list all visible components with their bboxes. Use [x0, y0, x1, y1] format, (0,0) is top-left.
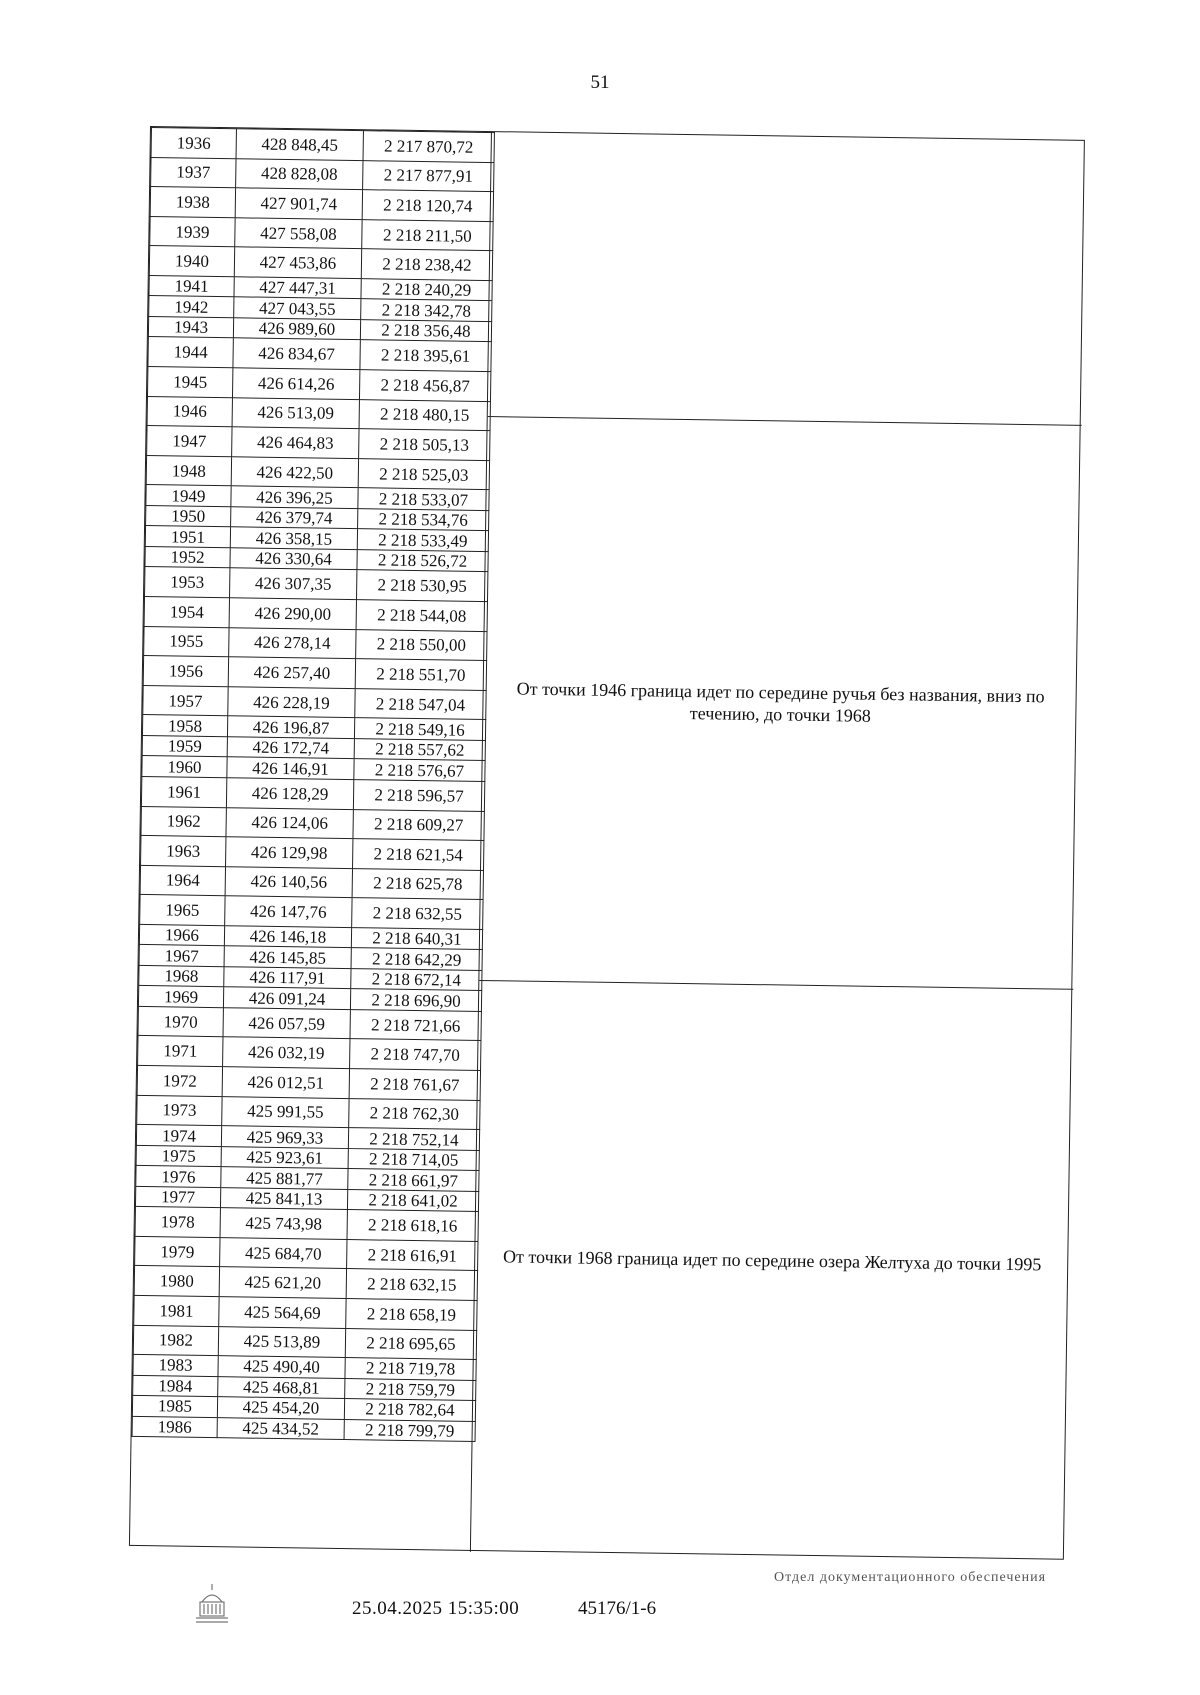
footer-datetime: 25.04.2025 15:35:00 [352, 1598, 520, 1619]
y-coordinate-cell: 2 218 721,66 [350, 1009, 481, 1041]
point-number-cell: 1960 [142, 756, 227, 778]
point-number-cell: 1979 [135, 1236, 220, 1267]
y-coordinate-cell: 2 218 547,04 [355, 688, 486, 720]
point-number-cell: 1961 [141, 776, 226, 807]
x-coordinate-cell: 426 614,26 [232, 368, 359, 399]
point-number-cell: 1976 [136, 1166, 221, 1188]
x-coordinate-cell: 426 513,09 [232, 397, 359, 428]
y-coordinate-cell: 2 218 799,79 [344, 1419, 475, 1441]
point-number-cell: 1967 [139, 945, 224, 967]
x-coordinate-cell: 426 228,19 [228, 687, 355, 718]
point-number-cell: 1986 [132, 1416, 217, 1438]
y-coordinate-cell: 2 218 456,87 [359, 370, 490, 402]
x-coordinate-cell: 425 468,81 [218, 1376, 345, 1398]
y-coordinate-cell: 2 218 530,95 [356, 570, 487, 602]
point-number-cell: 1985 [132, 1396, 217, 1418]
y-coordinate-cell: 2 218 625,78 [352, 868, 483, 900]
point-number-cell: 1965 [140, 895, 225, 926]
point-number-cell: 1958 [142, 715, 227, 737]
table-row [132, 1416, 475, 1442]
point-number-cell: 1977 [135, 1186, 220, 1208]
y-coordinate-cell: 2 218 549,16 [354, 718, 485, 740]
y-coordinate-cell: 2 218 240,29 [361, 279, 492, 301]
y-coordinate-cell: 2 218 640,31 [351, 927, 482, 949]
y-coordinate-cell: 2 218 534,76 [358, 509, 489, 531]
y-coordinate-cell: 2 218 618,16 [347, 1210, 478, 1242]
point-number-cell: 1943 [148, 316, 233, 338]
x-coordinate-cell: 425 969,33 [221, 1126, 348, 1148]
point-number-cell: 1948 [146, 455, 231, 486]
x-coordinate-cell: 425 490,40 [218, 1356, 345, 1378]
y-coordinate-cell: 2 218 658,19 [346, 1299, 477, 1331]
x-coordinate-cell: 426 358,15 [230, 527, 357, 549]
point-number-cell: 1947 [147, 426, 232, 457]
x-coordinate-cell: 426 145,85 [224, 946, 351, 968]
point-number-cell: 1942 [149, 296, 234, 318]
y-coordinate-cell: 2 218 761,67 [349, 1069, 480, 1101]
description-text-2: От точки 1946 граница идет по середине ручья без названия, вниз по течению, до точки 1968 [516, 678, 1045, 727]
y-coordinate-cell: 2 218 719,78 [345, 1358, 476, 1380]
x-coordinate-cell: 425 991,55 [222, 1096, 349, 1127]
point-number-cell: 1978 [135, 1207, 220, 1238]
x-coordinate-cell: 426 307,35 [230, 568, 357, 599]
y-coordinate-cell: 2 218 238,42 [361, 249, 492, 281]
y-coordinate-cell: 2 218 641,02 [347, 1189, 478, 1211]
y-coordinate-cell: 2 218 642,29 [351, 948, 482, 970]
x-coordinate-cell: 426 396,25 [231, 486, 358, 508]
point-number-cell: 1975 [136, 1145, 221, 1167]
point-number-cell: 1981 [134, 1295, 219, 1326]
page-number: 51 [590, 72, 610, 93]
y-coordinate-cell: 2 218 714,05 [348, 1148, 479, 1170]
y-coordinate-cell: 2 218 752,14 [348, 1128, 479, 1150]
x-coordinate-cell: 428 828,08 [236, 158, 363, 189]
emblem-icon [192, 1580, 232, 1628]
x-coordinate-cell: 426 146,18 [224, 926, 351, 948]
x-coordinate-cell: 426 140,56 [225, 866, 352, 897]
point-number-cell: 1973 [137, 1095, 222, 1126]
x-coordinate-cell: 425 923,61 [221, 1146, 348, 1168]
point-number-cell: 1982 [133, 1325, 218, 1356]
y-coordinate-cell: 2 218 695,65 [345, 1328, 476, 1360]
point-number-cell: 1945 [147, 367, 232, 398]
x-coordinate-cell: 426 290,00 [229, 598, 356, 629]
x-coordinate-cell: 427 901,74 [235, 188, 362, 219]
x-coordinate-cell: 425 434,52 [217, 1417, 344, 1439]
x-coordinate-cell: 425 743,98 [220, 1208, 347, 1239]
y-coordinate-cell: 2 218 526,72 [357, 550, 488, 572]
x-coordinate-cell: 427 043,55 [234, 297, 361, 319]
point-number-cell: 1968 [139, 965, 224, 987]
y-coordinate-cell: 2 218 525,03 [358, 458, 489, 490]
y-coordinate-cell: 2 217 877,91 [363, 160, 494, 192]
description-text-3: От точки 1968 граница идет по середине озера Желтуха до точки 1995 [502, 1246, 1042, 1275]
point-number-cell: 1951 [145, 526, 230, 548]
point-number-cell: 1983 [133, 1355, 218, 1377]
y-coordinate-cell: 2 218 576,67 [354, 759, 485, 781]
point-number-cell: 1939 [150, 216, 235, 247]
y-coordinate-cell: 2 218 550,00 [356, 629, 487, 661]
point-number-cell: 1971 [138, 1036, 223, 1067]
y-coordinate-cell: 2 218 480,15 [359, 399, 490, 431]
y-coordinate-cell: 2 218 621,54 [353, 839, 484, 871]
point-number-cell: 1955 [144, 626, 229, 657]
x-coordinate-cell: 426 278,14 [229, 627, 356, 658]
department-stamp: Отдел документационного обеспечения [773, 1570, 1047, 1585]
y-coordinate-cell: 2 218 632,55 [352, 898, 483, 930]
x-coordinate-cell: 426 117,91 [224, 967, 351, 989]
x-coordinate-cell: 426 464,83 [232, 427, 359, 458]
x-coordinate-cell: 426 124,06 [226, 807, 353, 838]
x-coordinate-cell: 426 129,98 [226, 837, 353, 868]
x-coordinate-cell: 426 379,74 [231, 507, 358, 529]
y-coordinate-cell: 2 218 616,91 [347, 1239, 478, 1271]
y-coordinate-cell: 2 218 672,14 [351, 968, 482, 990]
y-coordinate-cell: 2 218 505,13 [359, 429, 490, 461]
point-number-cell: 1953 [145, 567, 230, 598]
point-number-cell: 1963 [141, 836, 226, 867]
x-coordinate-cell: 426 172,74 [227, 737, 354, 759]
x-coordinate-cell: 425 841,13 [220, 1187, 347, 1209]
y-coordinate-cell: 2 218 551,70 [355, 659, 486, 691]
point-number-cell: 1949 [146, 485, 231, 507]
x-coordinate-cell: 426 128,29 [226, 778, 353, 809]
point-number-cell: 1938 [150, 187, 235, 218]
x-coordinate-cell: 427 447,31 [234, 277, 361, 299]
point-number-cell: 1944 [148, 337, 233, 368]
y-coordinate-cell: 2 218 356,48 [360, 320, 491, 342]
point-number-cell: 1980 [134, 1266, 219, 1297]
description-column [470, 132, 1086, 1561]
y-coordinate-cell: 2 218 762,30 [349, 1098, 480, 1130]
coordinates-table [132, 127, 495, 1442]
point-number-cell: 1936 [151, 128, 236, 159]
point-number-cell: 1954 [144, 597, 229, 628]
x-coordinate-cell: 425 564,69 [219, 1297, 346, 1328]
x-coordinate-cell: 427 453,86 [234, 247, 361, 278]
x-coordinate-cell: 426 257,40 [228, 657, 355, 688]
x-coordinate-cell: 426 422,50 [231, 457, 358, 488]
y-coordinate-cell: 2 218 632,15 [346, 1269, 477, 1301]
x-coordinate-cell: 425 684,70 [220, 1238, 347, 1269]
y-coordinate-cell: 2 218 747,70 [350, 1039, 481, 1071]
x-coordinate-cell: 425 513,89 [218, 1326, 345, 1357]
point-number-cell: 1974 [136, 1125, 221, 1147]
point-number-cell: 1962 [141, 806, 226, 837]
point-number-cell: 1959 [142, 735, 227, 757]
point-number-cell: 1937 [151, 157, 236, 188]
y-coordinate-cell: 2 218 557,62 [354, 739, 485, 761]
description-segment-2 [479, 416, 1081, 989]
point-number-cell: 1984 [133, 1375, 218, 1397]
x-coordinate-cell: 428 848,45 [236, 129, 363, 160]
x-coordinate-cell: 426 147,76 [225, 896, 352, 927]
point-number-cell: 1946 [147, 396, 232, 427]
y-coordinate-cell: 2 218 609,27 [353, 809, 484, 841]
point-number-cell: 1952 [145, 546, 230, 568]
footer-doc-number: 45176/1-6 [578, 1598, 657, 1619]
y-coordinate-cell: 2 218 661,97 [348, 1169, 479, 1191]
point-number-cell: 1970 [138, 1006, 223, 1037]
y-coordinate-cell: 2 218 120,74 [362, 190, 493, 222]
x-coordinate-cell: 426 032,19 [223, 1037, 350, 1068]
x-coordinate-cell: 426 012,51 [222, 1067, 349, 1098]
x-coordinate-cell: 426 330,64 [230, 548, 357, 570]
description-segment-1 [488, 132, 1086, 424]
point-number-cell: 1940 [149, 246, 234, 277]
y-coordinate-cell: 2 218 782,64 [344, 1399, 475, 1421]
coordinates-table-frame [129, 126, 1085, 1560]
x-coordinate-cell: 425 454,20 [217, 1397, 344, 1419]
y-coordinate-cell: 2 218 544,08 [356, 600, 487, 632]
point-number-cell: 1966 [139, 924, 224, 946]
point-number-cell: 1964 [140, 865, 225, 896]
x-coordinate-cell: 426 196,87 [227, 716, 354, 738]
point-number-cell: 1956 [143, 656, 228, 687]
point-number-cell: 1969 [138, 986, 223, 1008]
x-coordinate-cell: 426 091,24 [223, 987, 350, 1009]
description-text-1 [502, 132, 1076, 141]
x-coordinate-cell: 426 989,60 [233, 318, 360, 340]
point-number-cell: 1957 [143, 685, 228, 716]
y-coordinate-cell: 2 218 596,57 [353, 780, 484, 812]
y-coordinate-cell: 2 218 759,79 [345, 1378, 476, 1400]
y-coordinate-cell: 2 217 870,72 [363, 131, 494, 163]
x-coordinate-cell: 425 881,77 [221, 1167, 348, 1189]
point-number-cell: 1972 [137, 1065, 222, 1096]
y-coordinate-cell: 2 218 395,61 [360, 340, 491, 372]
description-segment-3 [471, 980, 1073, 1560]
y-coordinate-cell: 2 218 696,90 [350, 989, 481, 1011]
x-coordinate-cell: 427 558,08 [235, 218, 362, 249]
point-number-cell: 1941 [149, 275, 234, 297]
y-coordinate-cell: 2 218 342,78 [361, 299, 492, 321]
y-coordinate-cell: 2 218 533,07 [358, 488, 489, 510]
document-sheet [129, 126, 1085, 1560]
x-coordinate-cell: 426 057,59 [223, 1008, 350, 1039]
x-coordinate-cell: 426 834,67 [233, 338, 360, 369]
y-coordinate-cell: 2 218 211,50 [362, 219, 493, 251]
point-number-cell: 1950 [146, 505, 231, 527]
x-coordinate-cell: 426 146,91 [227, 757, 354, 779]
x-coordinate-cell: 425 621,20 [219, 1267, 346, 1298]
y-coordinate-cell: 2 218 533,49 [357, 529, 488, 551]
